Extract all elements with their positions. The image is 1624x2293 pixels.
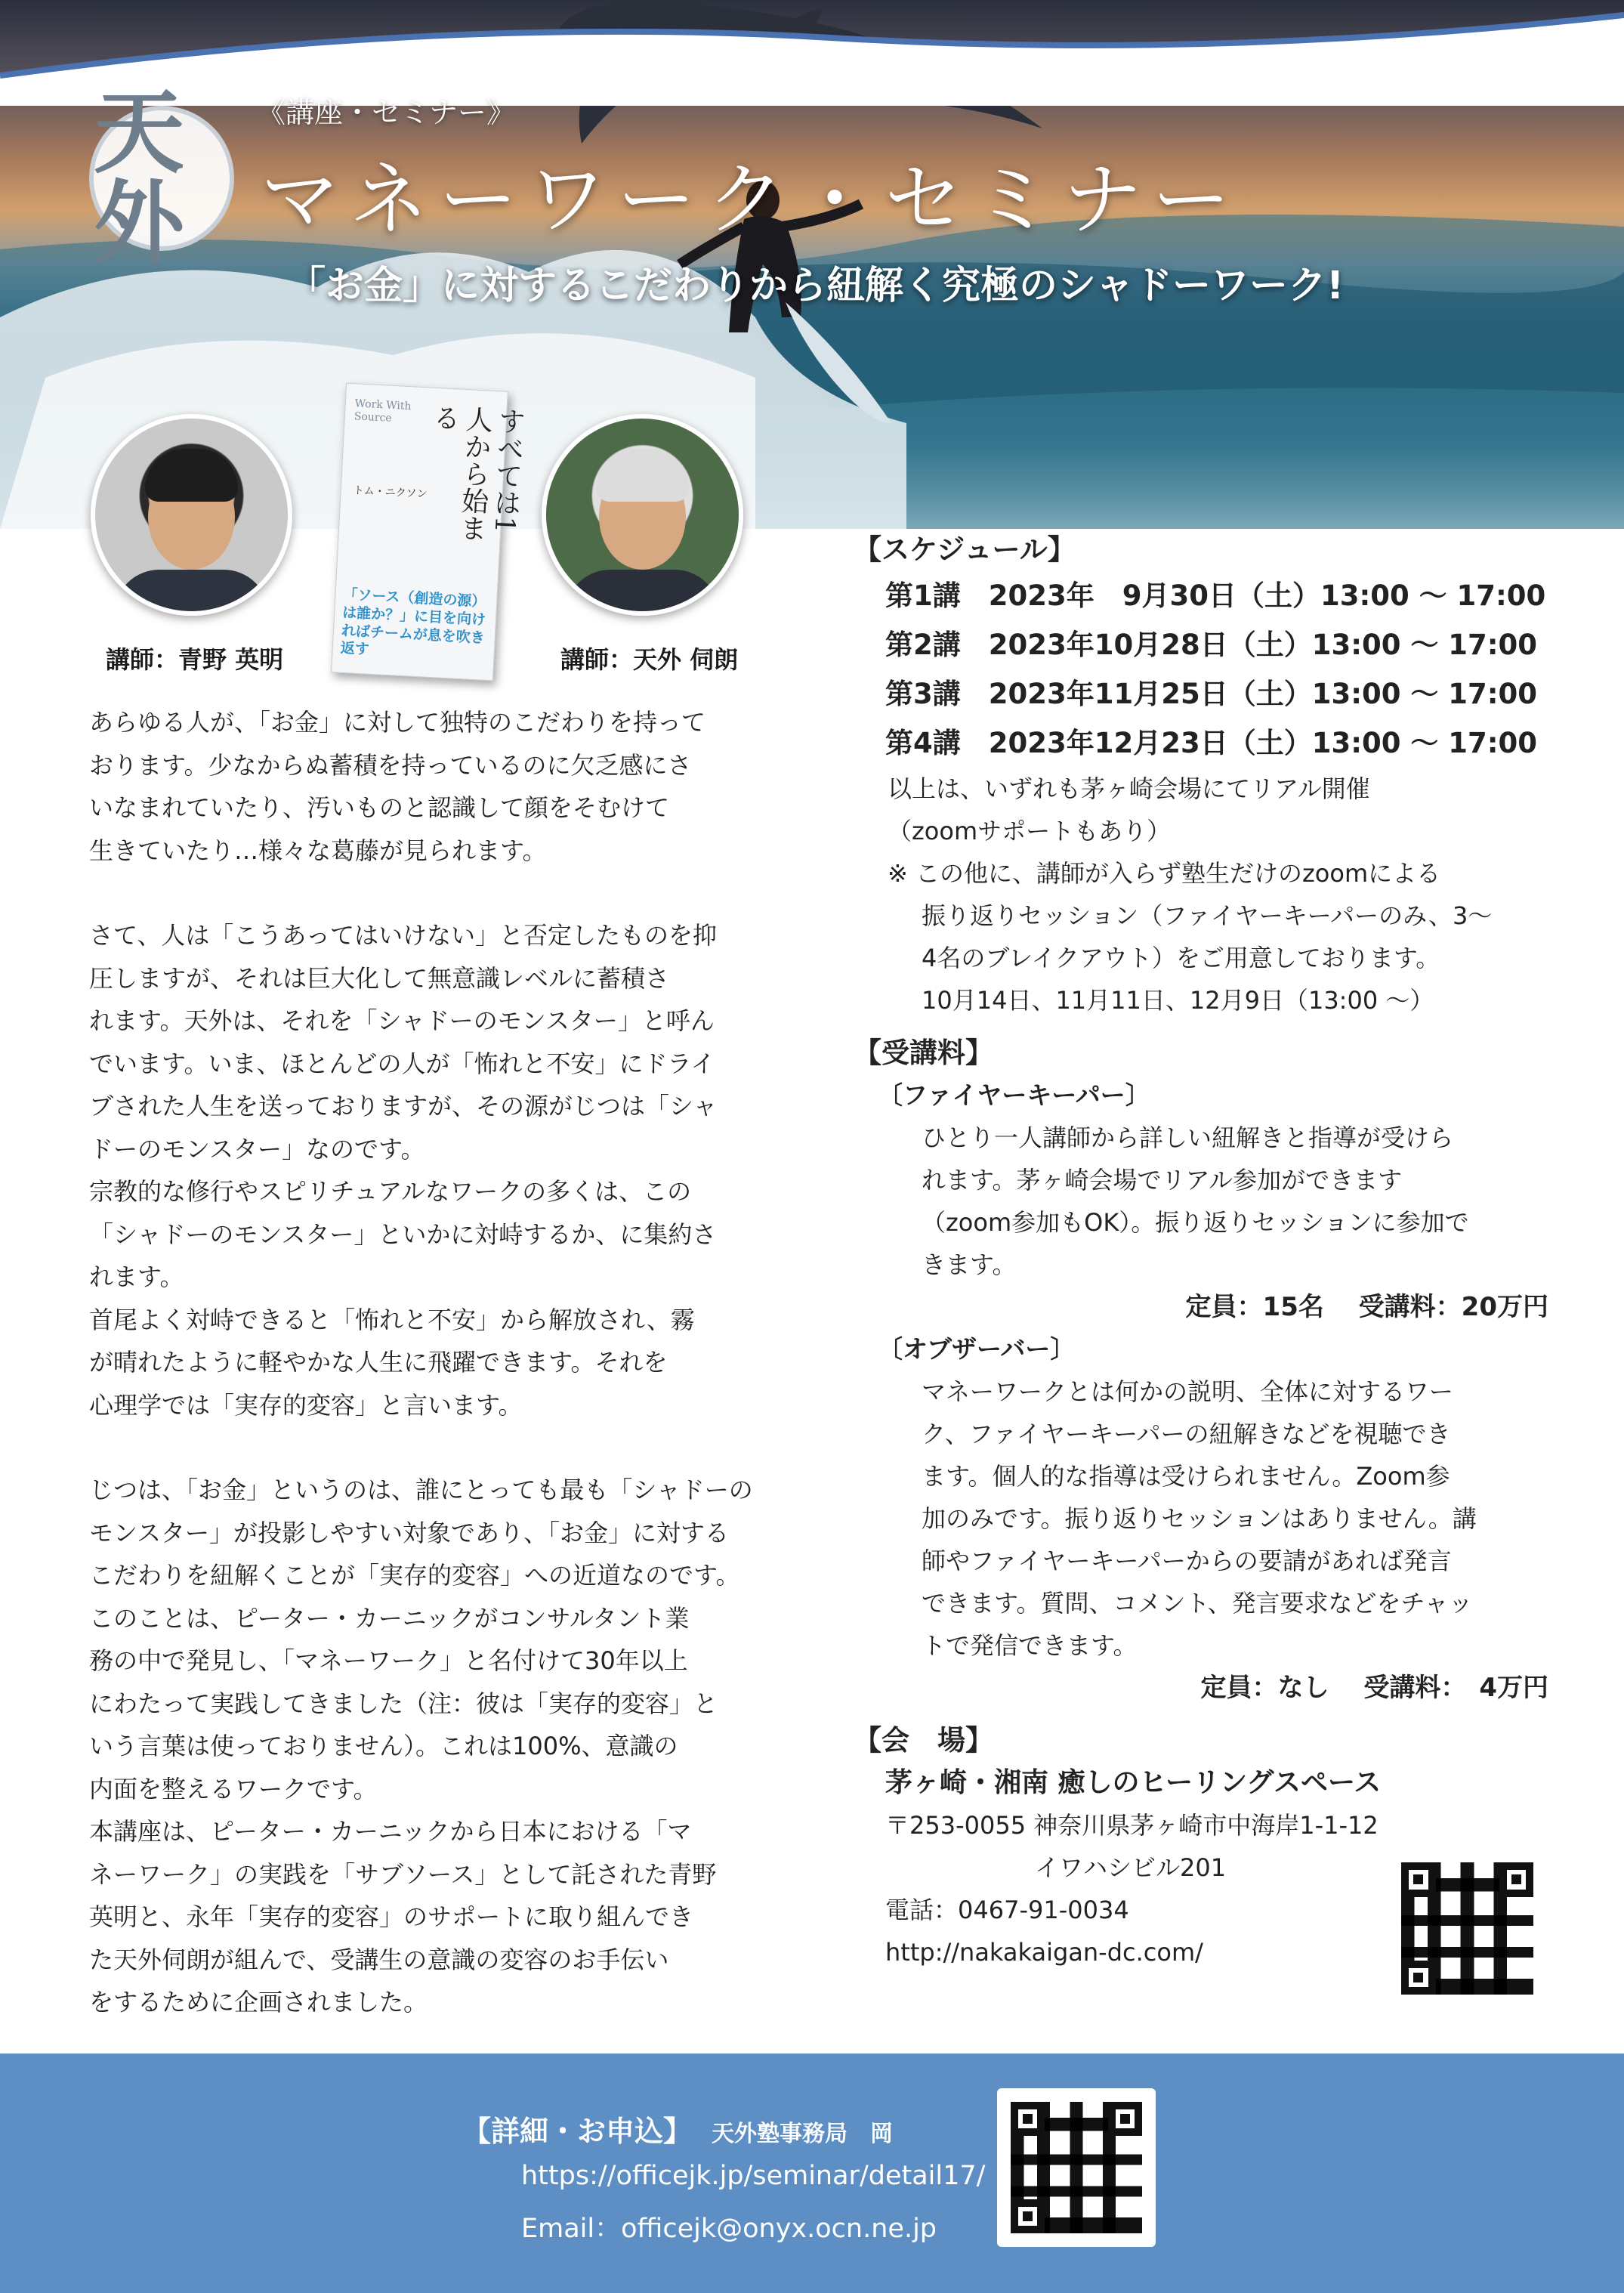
intro-paragraph-3: じつは、「お金」というのは、誰にとっても最も「シャドーの モンスター」が投影しやすい対象であり、「お金」に対する こだわりを紐解くことが「実存的変容」への近道なのです。 このことは、ピーター・カーニックがコンサルタント業 務の中で発見し、「マネーワーク」と名付けて30年以上 にわたって実践してきました（注：彼は「実存的変容」と いう言葉は使っておりません）。これは100%、意識の 内面を整えるワークです。 本講座は、ピーター・カーニックから日本における「マ ネーワーク」の実践を「サブソース」として託された青野 英明と、永年「実存的変容」のサポートに取り組んでき た天外伺朗が組んで、受講生の意識の変容のお手伝い をするために企画されました。 [89,1476,753,2016]
instructor-label-tengai: 講師：天外 伺朗 [560,645,739,674]
footer-url-link[interactable]: https://officejk.jp/seminar/detail17/ [521,2161,986,2191]
venue-heading: 【会 場】 [854,1724,993,1757]
footer-heading [462,2108,893,2149]
observer-line: 師やファイヤーキーパーからの要請があれば発言 [922,1547,1452,1575]
kicker-label: 《講座・セミナー》 [257,96,516,129]
venue-phone: 電話：0467-91-0034 [885,1896,1129,1924]
observer-line: ます。個人的な指導は受けられません。Zoom参 [922,1462,1450,1491]
footer-org: 天外塾事務局 岡 [712,2121,894,2147]
firekeeper-line: （zoom参加もOK）。振り返りセッションに参加で [922,1208,1469,1237]
schedule-note: ※ この他に、講師が入らず塾生だけのzoomによる [888,859,1441,888]
schedule-heading: 【スケジュール】 [854,533,1076,566]
intro-text [89,701,769,2024]
observer-title: 〔オブザーバー〕 [878,1334,1076,1364]
details-column [854,529,1548,1973]
wave-divider [0,0,1624,106]
schedule-note: （zoomサポートもあり） [888,817,1172,845]
footer-qr-code[interactable] [1011,2102,1142,2233]
instructor-label-aono: 講師：青野 英明 [106,645,284,674]
tengai-logo [89,79,234,277]
firekeeper-line: れます。茅ヶ崎会場でリアル参加ができます [922,1166,1403,1194]
observer-line: 加のみです。振り返りセッションはありません。講 [922,1504,1477,1533]
observer-line: ク、ファイヤーキーパーの紐解きなどを視聴でき [922,1420,1451,1448]
venue-address: 〒253-0055 神奈川県茅ヶ崎市中海岸1-1-12 [885,1811,1379,1840]
observer-fee: 定員：なし 受講料： 4万円 [1200,1673,1548,1703]
schedule-note: 振り返りセッション（ファイヤーキーパーのみ、3～ [922,901,1493,930]
intro-paragraph-1: あらゆる人が、「お金」に対して独特のこだわりを持って おります。少なからぬ蓄積を持っているのに欠乏感にさ いなまれていたり、汚いものと認識して顔をそむけて 生きていたり…様々な葛藤が見られます。 [89,708,706,865]
observer-line: マネーワークとは何かの説明、全体に対するワー [922,1377,1454,1406]
footer-email-link[interactable]: Email：officejk@onyx.ocn.ne.jp [521,2214,937,2244]
schedule-session-4: 第4講 2023年12月23日（土）13:00 ～ 17:00 [885,727,1538,759]
schedule-note: 以上は、いずれも茅ヶ崎会場にてリアル開催 [888,774,1370,803]
schedule-session-3: 第3講 2023年11月25日（土）13:00 ～ 17:00 [885,678,1538,710]
instructor-photo-aono [91,414,292,616]
page-title: マネーワーク・セミナー [261,153,1242,246]
venue-name: 茅ヶ崎・湘南 癒しのヒーリングスペース [885,1767,1382,1798]
schedule-session-2: 第2講 2023年10月28日（土）13:00 ～ 17:00 [885,629,1538,661]
logo-text: 天外 [94,79,184,277]
footer-contact [0,2054,1624,2293]
instructor-photo-tengai [542,414,743,616]
footer-qr-frame [997,2088,1156,2247]
page-subtitle: 「お金」に対するこだわりから紐解く究極のシャドーワーク! [287,264,1345,308]
footer-heading-label: 【詳細・お申込】 [462,2115,693,2148]
firekeeper-line: きます。 [922,1250,1017,1279]
firekeeper-line: ひとり一人講師から詳しい紐解きと指導が受けら [922,1123,1454,1152]
book-cover [331,383,526,681]
schedule-note: 10月14日、11月11日、12月9日（13:00 ～） [922,986,1434,1015]
intro-paragraph-2: さて、人は「こうあってはいけない」と否定したものを抑 圧しますが、それは巨大化して無意識レベルに蓄積さ れます。天外は、それを「シャドーのモンスター」と呼ん でいます。いま、ほとんどの人が「怖れと不安」にドライ ブされた人生を送っておりますが、その源がじつは「シャ ドーのモンスター」なのです。 宗教的な修行やスピリチュアルなワークの多くは、この 「シャドーのモンスター」といかに対峙するか、に集約さ れます。 首尾よく対峙できると「怖れと不安」から解放され、霧 が晴れたように軽やかな人生に飛躍できます。それを 心理学では「実存的変容」と言います。 [89,921,718,1420]
schedule-session-1: 第1講 2023年 9月30日（土）13:00 ～ 17:00 [885,579,1546,612]
venue-qr-code[interactable] [1401,1862,1533,1995]
observer-line: トで発信できます。 [922,1631,1138,1660]
firekeeper-title: 〔ファイヤーキーパー〕 [878,1080,1150,1110]
book-en-title: Work With Source [354,397,412,425]
book-band: 「ソース（創造の源）は誰か？」に目を向ければチームが息を吹き返す [340,586,486,658]
schedule-note: 4名のブレイクアウト）をご用意しております。 [922,944,1440,972]
book-title: すべては1人から始まる [428,403,526,542]
firekeeper-fee: 定員：15名 受講料：20万円 [1185,1292,1548,1322]
book-author: トム・ニクソン [353,484,428,501]
observer-line: できます。質問、コメント、発言要求などをチャッ [922,1589,1473,1618]
venue-url[interactable]: http://nakakaigan-dc.com/ [885,1938,1203,1967]
venue-address-building: イワハシビル201 [1035,1853,1227,1882]
fees-heading: 【受講料】 [854,1037,993,1069]
